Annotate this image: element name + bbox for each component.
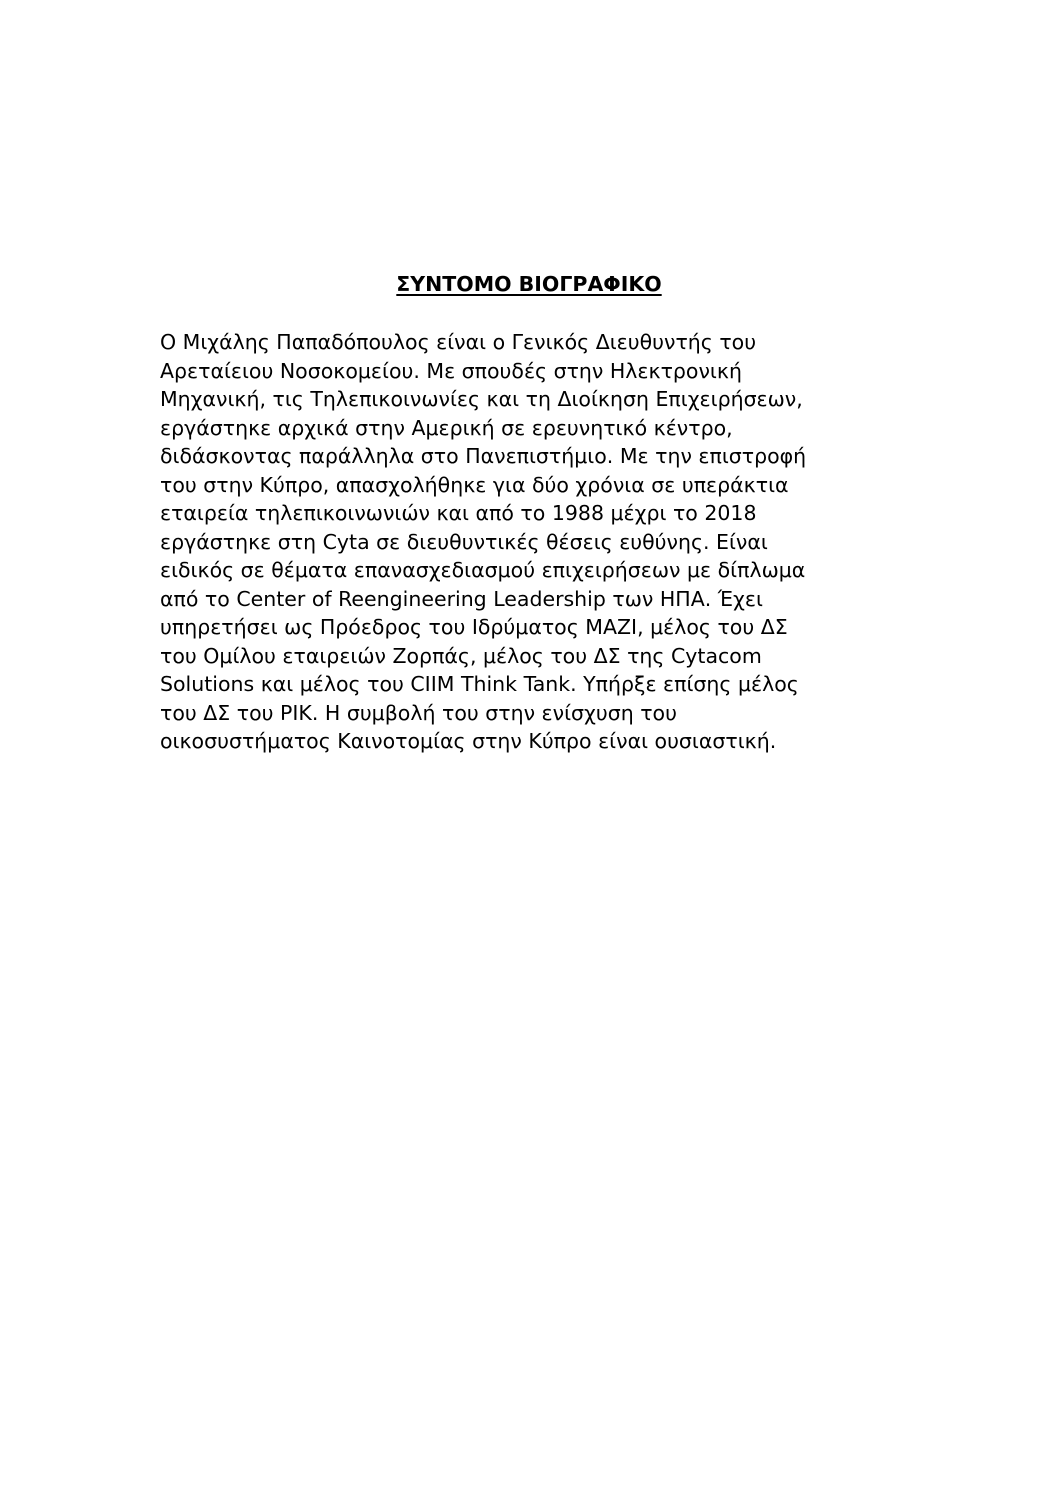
bio-line: από το Center of Reengineering Leadership των ΗΠΑ. Έχει [160, 586, 763, 611]
bio-line: Ο Μιχάλης Παπαδόπουλος είναι ο Γενικός Διευθυντής του [160, 330, 757, 354]
bio-line: εργάστηκε στη Cyta σε διευθυντικές θέσεις ευθύνης. Είναι [160, 529, 768, 554]
bio-line: του στην Κύπρο, απασχολήθηκε για δύο χρόνια σε υπεράκτια [160, 472, 789, 497]
biography-paragraph [160, 328, 920, 756]
bio-line: ειδικός σε θέματα επανασχεδιασμού επιχειρήσεων με δίπλωμα [160, 558, 806, 582]
bio-line: υπηρετήσει ως Πρόεδρος του Ιδρύματος ΜΑΖΙ, μέλος του ΔΣ [160, 615, 788, 639]
bio-line: εργάστηκε αρχικά στην Αμερική σε ερευνητικό κέντρο, [160, 415, 733, 440]
bio-line: διδάσκοντας παράλληλα στο Πανεπιστήμιο. Με την επιστροφή [160, 444, 807, 468]
bio-line: εταιρεία τηλεπικοινωνιών και από το 1988 μέχρι το 2018 [160, 501, 757, 525]
bio-line: Μηχανική, τις Τηλεπικοινωνίες και τη Διοίκηση Επιχειρήσεων, [160, 387, 803, 411]
page-title: ΣΥΝΤΟΜΟ ΒΙΟΓΡΑΦΙΚΟ [396, 272, 662, 296]
bio-line: του Ομίλου εταιρειών Ζορπάς, μέλος του ΔΣ της Cytacom [160, 643, 762, 668]
bio-line: οικοσυστήματος Καινοτομίας στην Κύπρο είναι ουσιαστική. [160, 729, 777, 753]
bio-line: Solutions και μέλος του CIIM Think Tank. Υπήρξε επίσης μέλος [160, 672, 799, 696]
bio-line: του ΔΣ του ΡΙΚ. Η συμβολή του στην ενίσχυση του [160, 700, 677, 725]
bio-line: Αρεταίειου Νοσοκομείου. Με σπουδές στην Ηλεκτρονική [160, 358, 742, 383]
